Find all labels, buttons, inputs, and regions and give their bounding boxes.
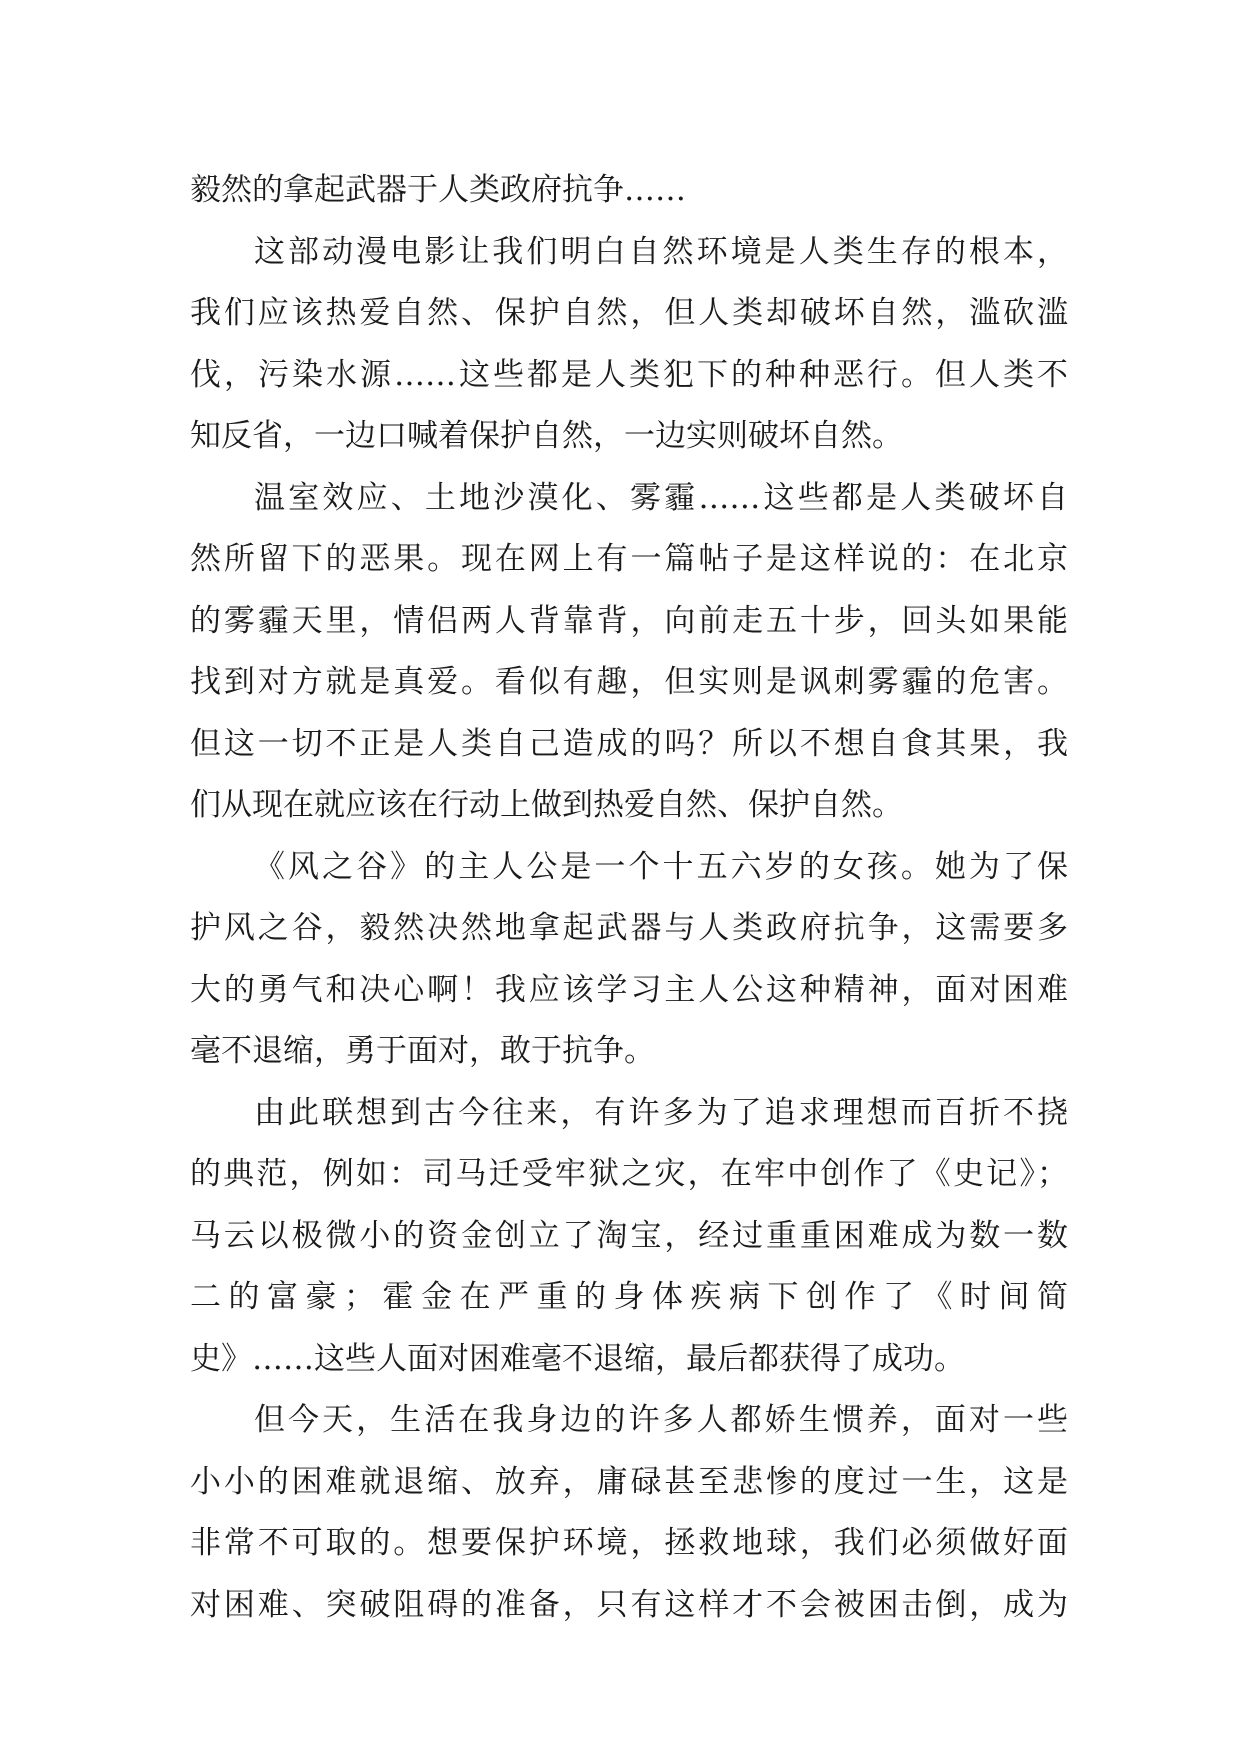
body-text	[190, 160, 1068, 1636]
text-line: 马云以极微小的资金创立了淘宝，经过重重困难成为数一数	[190, 1217, 1068, 1254]
text-line: 温室效应、土地沙漠化、雾霾……这些都是人类破坏自	[254, 479, 1068, 516]
text-line: 由此联想到古今往来，有许多为了追求理想而百折不挠	[254, 1094, 1068, 1131]
text-line: 找到对方就是真爱。看似有趣，但实则是讽刺雾霾的危害。	[190, 664, 1068, 700]
text-line: 知反省，一边口喊着保护自然，一边实则破坏自然。	[190, 418, 903, 454]
text-line: 这部动漫电影让我们明白自然环境是人类生存的根本，	[254, 233, 1068, 270]
text-line: 对困难、突破阻碍的准备，只有这样才不会被困击倒，成为	[190, 1586, 1068, 1623]
text-line: 毅然的拿起武器于人类政府抗争……	[190, 172, 686, 208]
text-line: 史》……这些人面对困难毫不退缩，最后都获得了成功。	[190, 1340, 965, 1377]
text-line: 我们应该热爱自然、保护自然，但人类却破坏自然，滥砍滥	[190, 295, 1068, 331]
text-line: 但这一切不正是人类自己造成的吗？所以不想自食其果，我	[190, 725, 1068, 762]
text-line: 毫不退缩，勇于面对，敢于抗争。	[190, 1033, 655, 1069]
text-line: 大的勇气和决心啊！我应该学习主人公这种精神，面对困难	[190, 971, 1068, 1008]
text-line: 《风之谷》的主人公是一个十五六岁的女孩。她为了保	[254, 848, 1068, 885]
text-line: 的典范，例如：司马迁受牢狱之灾，在牢中创作了《史记》；	[190, 1156, 1068, 1192]
text-line: 小小的困难就退缩、放弃，庸碌甚至悲惨的度过一生，这是	[190, 1463, 1068, 1500]
text-line: 们从现在就应该在行动上做到热爱自然、保护自然。	[190, 787, 903, 823]
text-line: 二的富豪；霍金在严重的身体疾病下创作了《时间简	[190, 1279, 1068, 1315]
text-line: 护风之谷，毅然决然地拿起武器与人类政府抗争，这需要多	[190, 910, 1068, 946]
text-line: 的雾霾天里，情侣两人背靠背，向前走五十步，回头如果能	[190, 602, 1068, 639]
text-line: 然所留下的恶果。现在网上有一篇帖子是这样说的：在北京	[190, 541, 1068, 577]
text-line: 非常不可取的。想要保护环境，拯救地球，我们必须做好面	[190, 1525, 1068, 1561]
text-line: 但今天，生活在我身边的许多人都娇生惯养，面对一些	[254, 1402, 1068, 1438]
text-line: 伐，污染水源……这些都是人类犯下的种种恶行。但人类不	[190, 356, 1068, 393]
